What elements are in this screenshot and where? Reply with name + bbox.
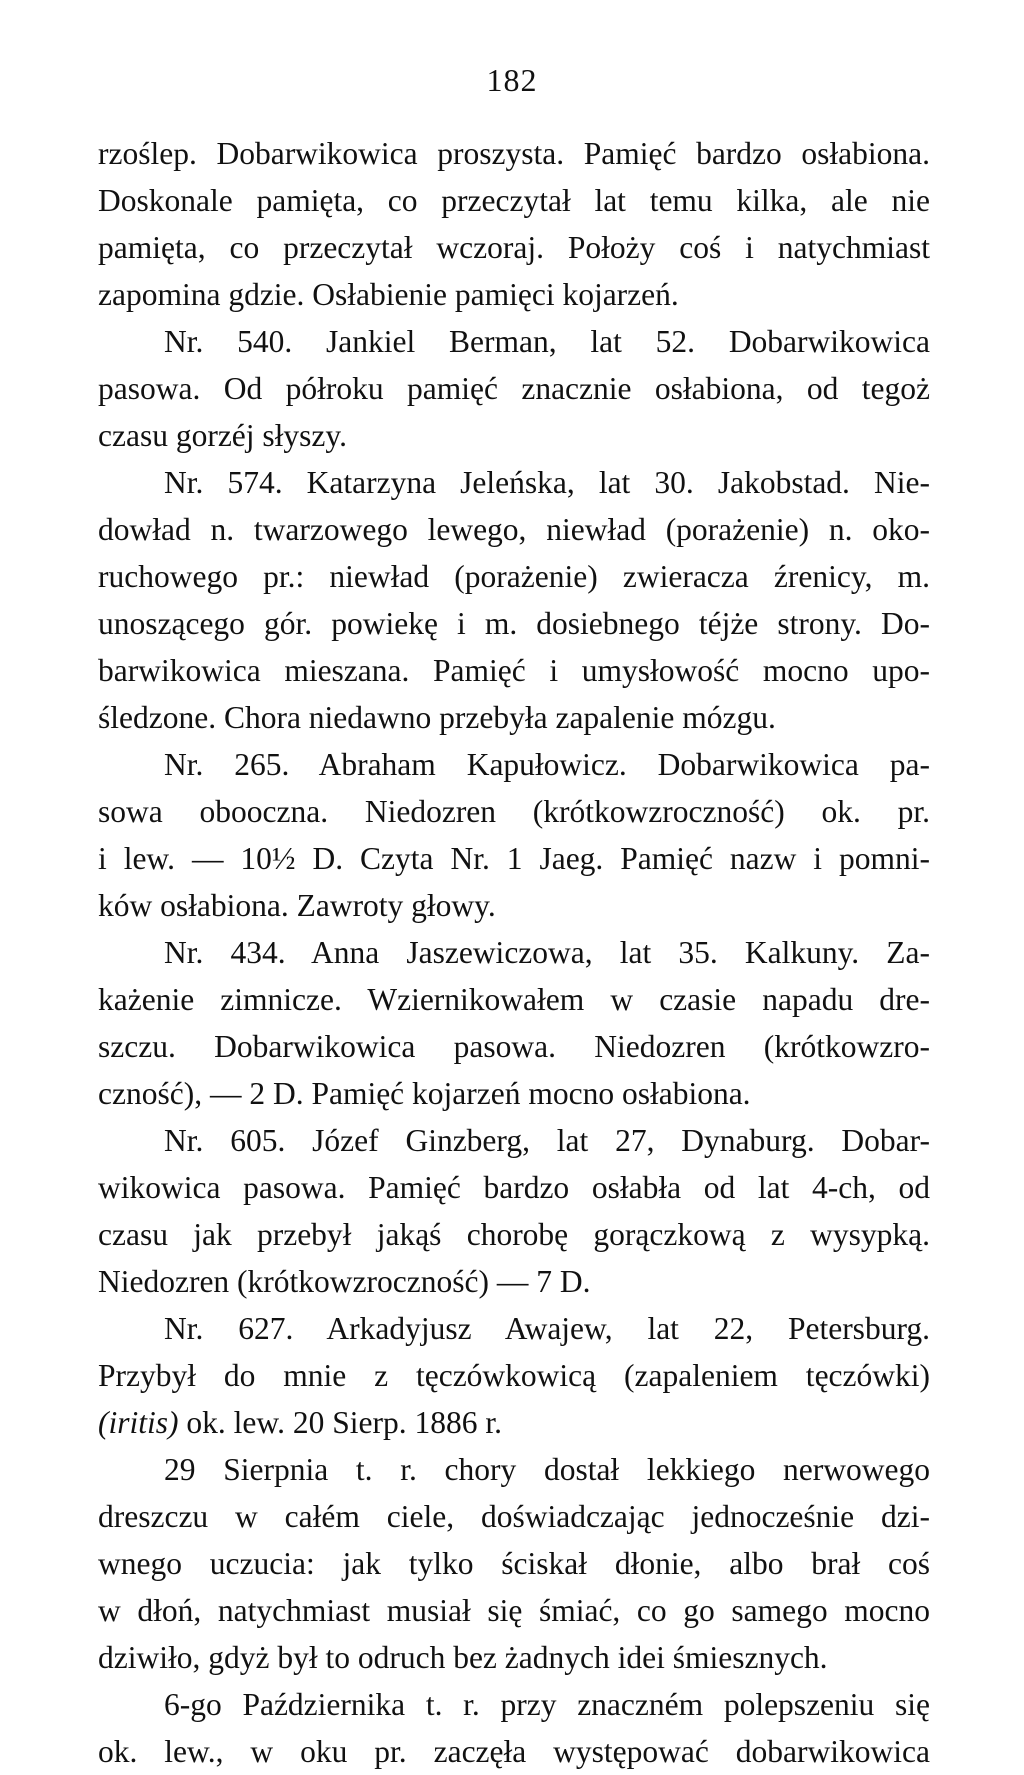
italic-term: (iritis): [98, 1405, 179, 1440]
text-line: ków osłabiona. Zawroty głowy.: [98, 888, 496, 923]
text-line: dreszczu w całém ciele, doświadczając jednocześnie dzi-: [98, 1499, 930, 1534]
text-line: 6-go Października t. r. przy znaczném polepszeniu się: [164, 1687, 930, 1722]
text-line-with-italic: [98, 1399, 930, 1446]
text-line: Niedozren (krótkowzroczność) — 7 D.: [98, 1264, 591, 1299]
text-line: Nr. 627. Arkadyjusz Awajew, lat 22, Petersburg.: [164, 1311, 930, 1346]
text-line: szczu. Dobarwikowica pasowa. Niedozren (krótkowzro-: [98, 1029, 930, 1064]
text-line: Nr. 434. Anna Jaszewiczowa, lat 35. Kalkuny. Za-: [164, 935, 930, 970]
text-line: wikowica pasowa. Pamięć bardzo osłabła od lat 4-ch, od: [98, 1170, 930, 1205]
text-line: barwikowica mieszana. Pamięć i umysłowość mocno upo-: [98, 653, 930, 688]
text-line: rzoślep. Dobarwikowica proszysta. Pamięć bardzo osłabiona.: [98, 136, 930, 171]
text-line: w dłoń, natychmiast musiał się śmiać, co go samego mocno: [98, 1593, 930, 1628]
text-line: Przybył do mnie z tęczówkowicą (zapaleniem tęczówki): [98, 1358, 930, 1393]
page-number: 182: [486, 62, 538, 98]
text-line: dowład n. twarzowego lewego, niewład (porażenie) n. oko-: [98, 512, 930, 547]
text-line: każenie zimnicze. Wziernikowałem w czasie napadu dre-: [98, 982, 930, 1017]
text-line: sowa obooczna. Niedozren (krótkowzroczność) ok. pr.: [98, 794, 930, 829]
text-line: 29 Sierpnia t. r. chory dostał lekkiego nerwowego: [164, 1452, 930, 1487]
text-line: czasu jak przebył jakąś chorobę gorączkową z wysypką.: [98, 1217, 930, 1252]
text-line: pamięta, co przeczytał wczoraj. Położy coś i natychmiast: [98, 230, 930, 265]
text-line: czność), — 2 D. Pamięć kojarzeń mocno osłabiona.: [98, 1076, 751, 1111]
text-fragment: ok. lew. 20 Sierp. 1886 r.: [186, 1405, 502, 1440]
text-line: Doskonale pamięta, co przeczytał lat temu kilka, ale nie: [98, 183, 930, 218]
text-line: dziwiło, gdyż był to odruch bez żadnych idei śmiesznych.: [98, 1640, 828, 1675]
body-text: [98, 130, 930, 1775]
text-line: Nr. 265. Abraham Kapułowicz. Dobarwikowica pa-: [164, 747, 930, 782]
text-line: śledzone. Chora niedawno przebyła zapalenie mózgu.: [98, 700, 776, 735]
text-line: i lew. — 10½ D. Czyta Nr. 1 Jaeg. Pamięć nazw i pomni-: [98, 841, 930, 876]
text-line: czasu gorzéj słyszy.: [98, 418, 347, 453]
text-line: pasowa. Od półroku pamięć znacznie osłabiona, od tegoż: [98, 371, 930, 406]
text-line: ok. lew., w oku pr. zaczęła występować dobarwikowica: [98, 1734, 930, 1769]
text-line: zapomina gdzie. Osłabienie pamięci kojarzeń.: [98, 277, 679, 312]
text-line: Nr. 574. Katarzyna Jeleńska, lat 30. Jakobstad. Nie-: [164, 465, 930, 500]
text-line: Nr. 605. Józef Ginzberg, lat 27, Dynaburg. Dobar-: [164, 1123, 930, 1158]
text-line: Nr. 540. Jankiel Berman, lat 52. Dobarwikowica: [164, 324, 930, 359]
text-line: wnego uczucia: jak tylko ściskał dłonie, albo brał coś: [98, 1546, 930, 1581]
text-line: ruchowego pr.: niewład (porażenie) zwieracza źrenicy, m.: [98, 559, 930, 594]
text-line: unoszącego gór. powiekę i m. dosiebnego téjże strony. Do-: [98, 606, 930, 641]
